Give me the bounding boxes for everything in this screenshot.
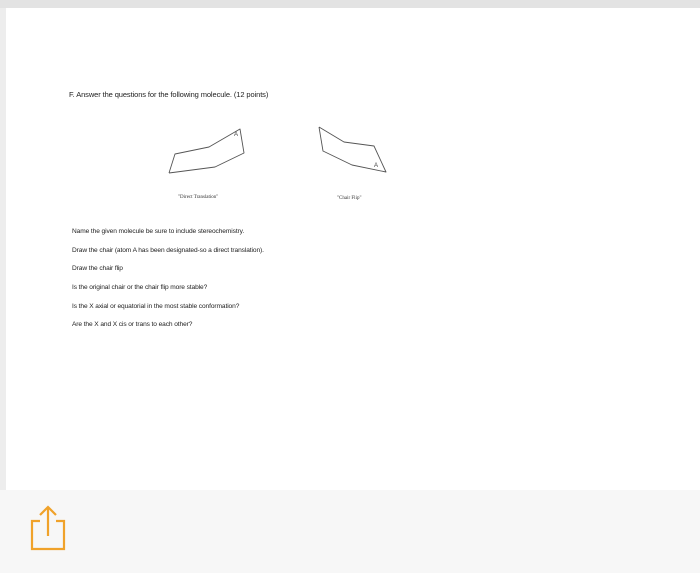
document-viewer[interactable] (0, 8, 700, 490)
question-item: Name the given molecule be sure to include stereochemistry. (72, 228, 245, 235)
question-item: Is the original chair or the chair flip more stable? (72, 284, 208, 292)
caption-chair-flip: "Chair Flip" (337, 196, 362, 201)
chair-direct-translation-drawing (166, 121, 250, 183)
top-bar (0, 0, 700, 8)
atom-a-label-right: A (374, 163, 379, 169)
question-item: Are the X and X cis or trans to each other? (72, 321, 193, 329)
share-button[interactable] (26, 504, 70, 552)
share-icon (26, 504, 70, 552)
question-item: Draw the chair flip (72, 265, 123, 273)
caption-direct-translation: "Direct Translation" (178, 195, 219, 200)
question-list (72, 227, 264, 339)
question-item: Draw the chair (atom A has been designated-so a direct translation). (72, 246, 264, 254)
chair-flip-drawing (314, 124, 392, 180)
atom-a-label-left: A (234, 132, 239, 138)
document-page (6, 8, 700, 490)
question-item: Is the X axial or equatorial in the most stable conformation? (72, 302, 240, 310)
question-heading: F. Answer the questions for the following molecule. (12 points) (69, 90, 269, 99)
bottom-toolbar (0, 490, 700, 573)
